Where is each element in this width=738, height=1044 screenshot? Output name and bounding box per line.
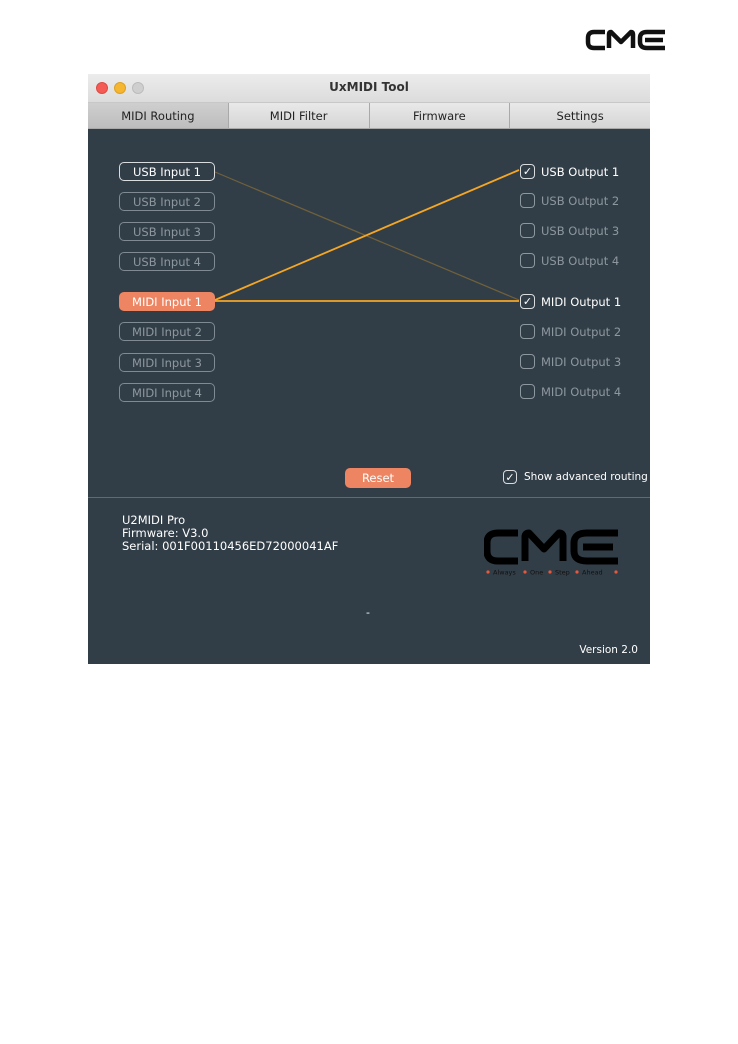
tab-firmware[interactable]: Firmware <box>370 103 511 129</box>
tagline-word: Always <box>493 568 516 577</box>
output-label: USB Output 4 <box>541 253 620 268</box>
advanced-routing-toggle[interactable] <box>503 470 648 484</box>
output-midi-2-checkbox[interactable] <box>520 324 535 339</box>
output-midi-4[interactable] <box>520 383 621 400</box>
device-name: U2MIDI Pro <box>122 513 186 527</box>
output-usb-1[interactable] <box>520 163 619 180</box>
input-midi-4[interactable]: MIDI Input 4 <box>119 383 215 402</box>
output-label: MIDI Output 4 <box>541 384 622 399</box>
input-usb-4[interactable]: USB Input 4 <box>119 252 215 271</box>
advanced-routing-label: Show advanced routing <box>524 471 648 483</box>
input-midi-3[interactable]: MIDI Input 3 <box>119 353 215 372</box>
device-serial: Serial: 001F00110456ED72000041AF <box>122 539 339 553</box>
output-label: MIDI Output 3 <box>541 354 622 369</box>
output-midi-4-checkbox[interactable] <box>520 384 535 399</box>
output-label: USB Output 3 <box>541 223 620 238</box>
tab-midi-filter[interactable]: MIDI Filter <box>229 103 370 129</box>
version-label: Version 2.0 <box>579 644 638 656</box>
device-info <box>122 514 338 553</box>
input-midi-1[interactable]: MIDI Input 1 <box>119 292 215 311</box>
output-usb-4-checkbox[interactable] <box>520 253 535 268</box>
output-usb-3[interactable] <box>520 222 619 239</box>
output-midi-1-checkbox[interactable]: ✓ <box>520 294 535 309</box>
output-midi-2[interactable] <box>520 323 621 340</box>
output-usb-3-checkbox[interactable] <box>520 223 535 238</box>
cme-logo <box>585 26 669 54</box>
output-label: USB Output 1 <box>541 164 620 179</box>
output-label: USB Output 2 <box>541 193 620 208</box>
output-usb-1-checkbox[interactable]: ✓ <box>520 164 535 179</box>
routing-lines <box>88 74 650 497</box>
output-midi-1[interactable] <box>520 293 621 310</box>
output-usb-4[interactable] <box>520 252 619 269</box>
advanced-routing-checkbox[interactable]: ✓ <box>503 470 517 484</box>
input-usb-2[interactable]: USB Input 2 <box>119 192 215 211</box>
section-divider <box>88 497 650 498</box>
tab-midi-routing[interactable]: MIDI Routing <box>88 103 229 129</box>
device-firmware: Firmware: V3.0 <box>122 526 209 540</box>
app-window <box>88 74 650 664</box>
tagline-word: Ahead <box>582 568 603 577</box>
window-title: UxMIDI Tool <box>329 80 409 94</box>
input-midi-2[interactable]: MIDI Input 2 <box>119 322 215 341</box>
cme-brand-logo <box>484 527 620 577</box>
status-indicator: - <box>366 606 370 619</box>
output-midi-3-checkbox[interactable] <box>520 354 535 369</box>
output-label: MIDI Output 2 <box>541 324 622 339</box>
tab-settings[interactable]: Settings <box>510 103 650 129</box>
input-usb-3[interactable]: USB Input 3 <box>119 222 215 241</box>
output-midi-3[interactable] <box>520 353 621 370</box>
reset-button[interactable]: Reset <box>345 468 411 488</box>
output-label: MIDI Output 1 <box>541 294 622 309</box>
input-usb-1[interactable]: USB Input 1 <box>119 162 215 181</box>
tagline-word: One <box>530 568 544 577</box>
output-usb-2[interactable] <box>520 192 619 209</box>
output-usb-2-checkbox[interactable] <box>520 193 535 208</box>
tagline-word: Step <box>555 568 570 577</box>
